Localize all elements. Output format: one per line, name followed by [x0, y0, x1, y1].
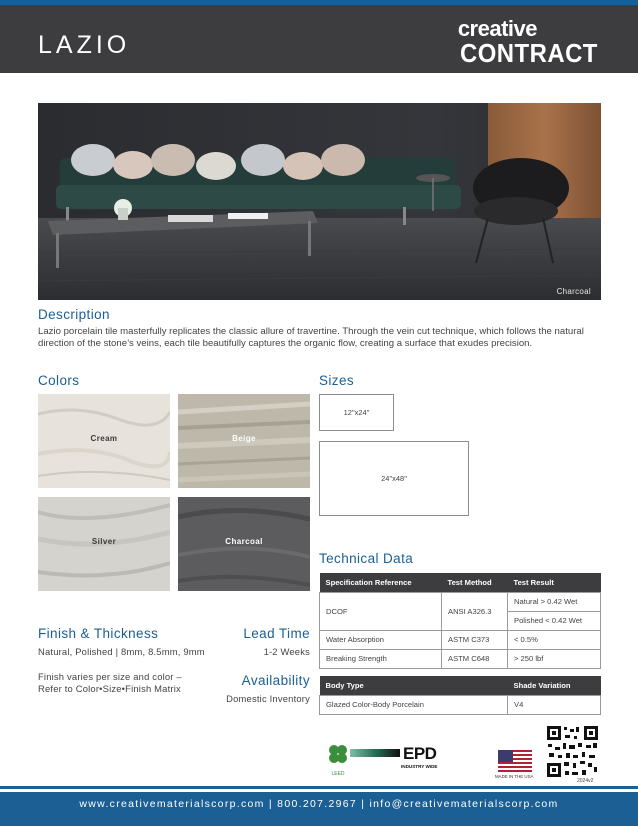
size-24x48[interactable] [319, 441, 469, 516]
availability-value: Domestic Inventory [226, 693, 310, 704]
table-row [320, 695, 601, 714]
size-label: 24"x48" [381, 474, 407, 483]
table-cell: Breaking Strength [320, 649, 442, 668]
description-title: Description [38, 307, 110, 322]
availability-title: Availability [241, 673, 310, 688]
table-row [320, 592, 601, 611]
hero-image [38, 103, 601, 300]
colors-title: Colors [38, 373, 80, 388]
version-label: 2024v2 [577, 778, 594, 784]
swatch-label: Silver [91, 537, 117, 546]
clover-icon [328, 744, 348, 766]
epd-subtitle: INDUSTRY WIDE [401, 764, 438, 769]
table-cell: ANSI A326.3 [442, 592, 508, 630]
qr-code-icon[interactable] [546, 725, 599, 778]
table-cell: ASTM C373 [442, 630, 508, 649]
finish-options: Natural, Polished | 8mm, 8.5mm, 9mm [38, 646, 205, 657]
table-cell: V4 [508, 695, 601, 714]
table-row [320, 649, 601, 668]
lead-time-title: Lead Time [243, 626, 310, 641]
made-in-usa-label: MADE IN THE USA [495, 774, 534, 779]
epd-logo: EPD [403, 744, 437, 763]
logo-creative: creative [457, 16, 537, 41]
hero-caption: Charcoal [556, 287, 591, 296]
table-row [320, 630, 601, 649]
swatch-charcoal[interactable] [178, 497, 310, 591]
usa-flag-icon [498, 750, 532, 772]
logo-contract: CONTRACT [460, 38, 598, 68]
swatch-label: Charcoal [225, 537, 263, 546]
table-cell: ASTM C648 [442, 649, 508, 668]
swatch-label: Cream [90, 434, 118, 443]
leed-label: LEED [331, 771, 345, 777]
table-cell: < 0.5% [508, 630, 601, 649]
table-cell: > 250 lbf [508, 649, 601, 668]
table-cell: Polished < 0.42 Wet [508, 611, 601, 630]
table-cell: DCOF [320, 592, 442, 630]
technical-data-table [319, 573, 601, 669]
table-header: Test Result [508, 573, 601, 592]
finish-title: Finish & Thickness [38, 626, 159, 641]
table-cell: Natural > 0.42 Wet [508, 592, 601, 611]
swatch-cream[interactable] [38, 394, 170, 488]
header-bar [0, 5, 638, 73]
body-type-table [319, 676, 601, 715]
technical-data-title: Technical Data [319, 551, 414, 566]
table-header: Specification Reference [320, 573, 442, 592]
size-label: 12"x24" [343, 408, 370, 417]
description-text: Lazio porcelain tile masterfully replicates the classic allure of travertine. Through the vein cut technique, which follows the natural direction of the stone’s veins, each tile beautifully captures the organic flow, creating a surface that exudes precision. [38, 326, 584, 350]
table-cell: Glazed Color-Body Porcelain [320, 695, 508, 714]
table-cell: Water Absorption [320, 630, 442, 649]
epd-bar-icon [350, 749, 400, 757]
finish-note: Finish varies per size and color – Refer to Color•Size•Finish Matrix [38, 671, 182, 694]
swatch-label: Beige [232, 434, 256, 443]
table-header: Body Type [320, 676, 508, 695]
leed-badge [328, 744, 348, 777]
table-header: Test Method [442, 573, 508, 592]
size-12x24[interactable] [319, 394, 394, 431]
product-name: LAZIO [38, 31, 131, 59]
footer-contact[interactable]: www.creativematerialscorp.com | 800.207.2967 | info@creativematerialscorp.com [0, 792, 638, 826]
table-header: Shade Variation [508, 676, 601, 695]
lead-time-value: 1-2 Weeks [263, 646, 310, 657]
footer-accent-line [0, 786, 638, 789]
sizes-title: Sizes [319, 373, 355, 388]
room-scene-illustration [38, 103, 601, 300]
swatch-beige[interactable] [178, 394, 310, 488]
swatch-silver[interactable] [38, 497, 170, 591]
